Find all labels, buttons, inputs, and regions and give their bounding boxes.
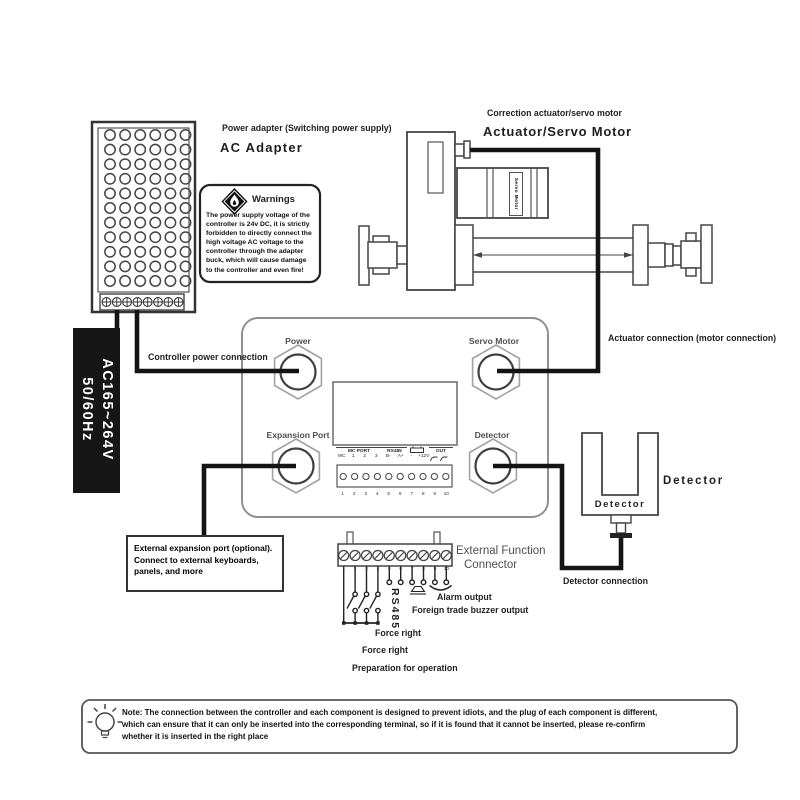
warning-line: The power supply voltage of the (206, 212, 310, 219)
power-connector-label: Power (285, 336, 311, 346)
detector-connection-label: Detector connection (563, 576, 649, 586)
rs485-vertical-label: RS485 (389, 588, 401, 631)
buzzer-output-label: Foreign trade buzzer output (412, 605, 529, 615)
warning-line: controller through the adapter (206, 248, 304, 256)
terminal-number: 3 (364, 492, 368, 497)
power-out-group (405, 454, 430, 459)
terminal-number: 5 (387, 492, 391, 497)
expansion-connector-label: Expansion Port (266, 430, 330, 440)
pin-label: 3 (374, 454, 378, 459)
external-connector-numbers (338, 567, 452, 572)
force-right-label-2: Force right (362, 645, 408, 655)
rs485-pins (382, 454, 407, 459)
warning-line: high voltage AC voltage to the (206, 239, 304, 247)
mc-port-title: MC PORT (336, 447, 382, 454)
pin-label: 2 (363, 454, 367, 459)
terminal-number: 9 (433, 492, 437, 497)
controller-display (333, 382, 457, 445)
pin-label: B- (385, 454, 391, 459)
pin-label: A+ (397, 454, 404, 459)
warnings-title: Warnings (252, 194, 295, 205)
power-adapter-caption: Power adapter (Switching power supply) (222, 123, 392, 133)
warning-line: controller is 24v DC, it is strictly (206, 221, 310, 229)
terminal-number: 4 (376, 567, 380, 572)
power-out-pins (405, 454, 430, 459)
force-right-label-1: Force right (375, 628, 421, 638)
expansion-note-line: panels, and more (134, 566, 203, 576)
controller-power-connection-label: Controller power connection (148, 352, 268, 362)
terminal-number: 7 (410, 492, 414, 497)
actuator-connection-label: Actuator connection (motor connection) (608, 333, 777, 343)
controller-terminal-numbers (337, 492, 452, 497)
expansion-note-line: External expansion port (optional). (134, 543, 273, 553)
warning-line: to the controller and even fire! (206, 266, 304, 274)
terminal-number: 2 (352, 492, 356, 497)
pin-label: 1 (351, 454, 355, 459)
note-line: which can ensure that it can only be inserted into the corresponding terminal, so if it is found that it cannot be inserted, please re-confirm (122, 719, 646, 729)
mains-voltage-line2: 50/60Hz (79, 377, 95, 442)
out-title: OUT (429, 447, 453, 454)
external-connector-title-line2: Connector (464, 559, 518, 571)
mains-voltage-label (73, 327, 120, 492)
terminal-number: 6 (399, 567, 403, 572)
terminal-number: 8 (421, 492, 425, 497)
out-group (429, 447, 453, 454)
expansion-note-line: Connect to external keyboards, (134, 554, 259, 565)
terminal-number: 10 (443, 567, 450, 572)
mains-voltage-line1: AC165~264V (99, 358, 115, 461)
detector-title: Detector (663, 475, 725, 487)
pin-label: - (410, 454, 413, 459)
pin-label: MC (338, 454, 346, 459)
terminal-number: 8 (422, 567, 425, 572)
servo-motor-nameplate: Servo Motor (509, 172, 523, 216)
actuator-drawing (359, 132, 712, 290)
note-text (122, 707, 657, 742)
warning-line: buck, which will cause damage (206, 257, 307, 265)
detector-inner-label: Detector (594, 499, 646, 510)
actuator-caption: Correction actuator/servo motor (487, 108, 622, 118)
terminal-number: 2 (353, 567, 357, 572)
terminal-number: 5 (387, 567, 391, 572)
detector-drawing (582, 433, 658, 538)
mc-port-pins (336, 454, 382, 459)
ac-adapter-title: AC Adapter (220, 140, 304, 155)
pin-label: +12V (418, 454, 430, 459)
terminal-number: 1 (342, 567, 346, 572)
terminal-number: 4 (375, 492, 379, 497)
actuator-title: Actuator/Servo Motor (483, 124, 632, 139)
terminal-number: 7 (410, 567, 414, 572)
terminal-number: 9 (433, 567, 437, 572)
preparation-label: Preparation for operation (352, 663, 458, 673)
mc-port-group (336, 447, 382, 459)
warning-line: forbidden to directly connect the (206, 230, 312, 238)
rs485-title: RS485 (382, 447, 407, 454)
terminal-number: 10 (443, 492, 449, 497)
alarm-contact-icon (430, 586, 452, 591)
expansion-note-text (134, 543, 272, 578)
buzzer-icon (410, 587, 426, 595)
rs485-group (382, 447, 407, 459)
ac-adapter-drawing (92, 122, 195, 312)
terminal-number: 6 (398, 492, 402, 497)
alarm-output-label: Alarm output (437, 592, 492, 602)
external-connector-title-line1: External Function (456, 545, 546, 557)
servo-connector-label: Servo Motor (468, 336, 520, 346)
detector-connector-label: Detector (474, 430, 510, 440)
terminal-number: 3 (365, 567, 368, 572)
note-line: Note: The connection between the controller and each component is designed to prevent idiots, and the plug of each component is different, (122, 708, 658, 717)
terminal-number: 1 (341, 492, 345, 497)
note-line: whether it is inserted in the right place (122, 731, 269, 741)
warning-text (206, 211, 312, 275)
